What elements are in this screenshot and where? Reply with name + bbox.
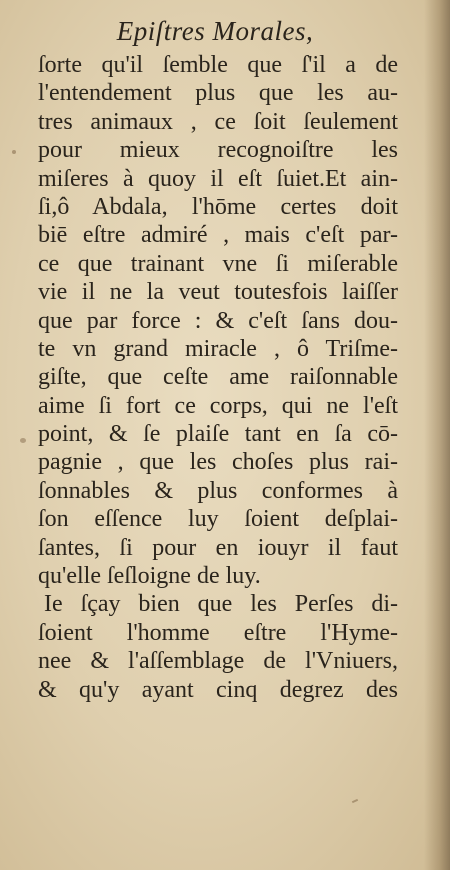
foxing-spot (12, 150, 16, 154)
body-text (38, 51, 398, 704)
paragraph-start-line: Ie ſçay bien que les Perſes di- (44, 591, 398, 618)
text-line: l'entendement plus que les au- (38, 80, 398, 107)
text-line: ſoient l'homme eſtre l'Hyme- (38, 619, 398, 646)
text-line: que par force : & c'eſt ſans dou- (38, 307, 398, 334)
text-line: pagnie , que les choſes plus rai- (38, 449, 398, 476)
text-line: ce que trainant vne ſi miſerable (38, 250, 398, 277)
text-line: ſonnables & plus conformes à (38, 477, 398, 504)
text-line: ſi,ô Abdala, l'hōme certes doit (38, 193, 398, 220)
text-line: pour mieux recognoiſtre les (38, 137, 398, 164)
text-line: qu'elle ſeſloigne de luy. (38, 563, 261, 590)
text-line: aime ſi fort ce corps, qui ne l'eſt (38, 392, 398, 419)
text-line: nee & l'aſſemblage de l'Vniuers, (38, 648, 398, 675)
running-head: Epiſtres Morales, (116, 16, 314, 46)
text-line: point, & ſe plaiſe tant en ſa cō- (38, 421, 398, 448)
foxing-spot (20, 438, 26, 443)
text-line: te vn grand miracle , ô Triſme- (38, 335, 398, 362)
text-line: giſte, que ceſte ame raiſonnable (38, 364, 398, 391)
text-line: ſantes, ſi pour en iouyr il faut (38, 534, 398, 561)
text-line: tres animaux , ce ſoit ſeulement (38, 108, 398, 135)
page-edge-shadow (424, 0, 450, 870)
text-line: biē eſtre admiré , mais c'eſt par- (38, 222, 398, 249)
text-line: ſorte qu'il ſemble que ſ'il a de (38, 52, 398, 78)
text-line: ſon eſſence luy ſoient deſplai- (38, 506, 398, 533)
ink-mark (352, 799, 358, 803)
text-line: & qu'y ayant cinq degrez des (38, 676, 398, 703)
text-line: miſeres à quoy il eſt ſuiet.Et ain- (38, 165, 398, 192)
text-line: vie il ne la veut toutesfois laiſſer (38, 279, 398, 306)
